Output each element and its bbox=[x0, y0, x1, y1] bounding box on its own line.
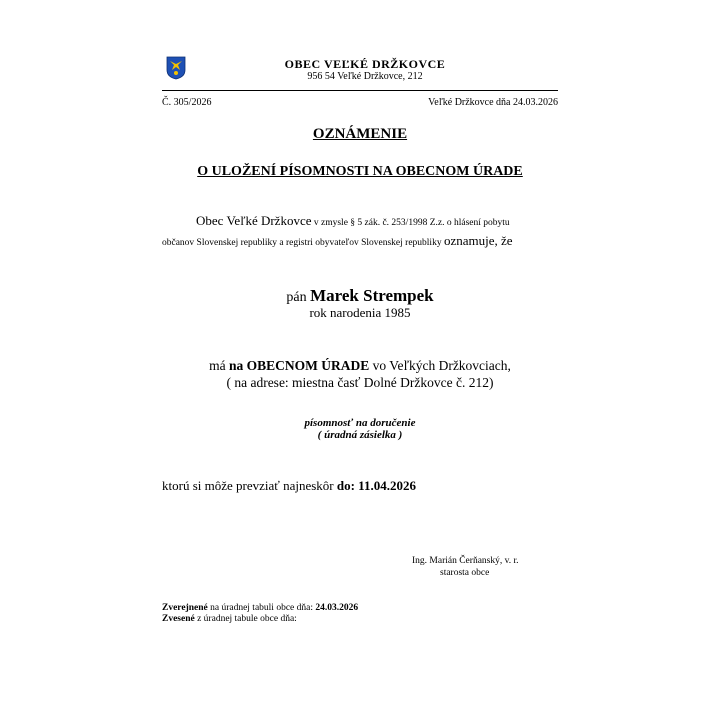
published-label: Zverejnené bbox=[162, 603, 208, 613]
recipient-line bbox=[0, 286, 720, 306]
intro-line-1 bbox=[196, 213, 510, 229]
intro-law-text-2: občanov Slovenskej republiky a registri obyvateľov Slovenskej republiky bbox=[162, 238, 444, 248]
intro-line-2 bbox=[162, 233, 513, 249]
location-line bbox=[0, 358, 720, 374]
published-line bbox=[162, 603, 358, 613]
reference-number: Č. 305/2026 bbox=[162, 97, 212, 108]
address-line: ( na adrese: miestna časť Dolné Držkovce č. 212) bbox=[226, 375, 494, 390]
published-text: na úradnej tabuli obce dňa: bbox=[207, 603, 316, 613]
removed-text: z úradnej tabule obce dňa: bbox=[194, 614, 297, 624]
pickup-deadline-line bbox=[162, 478, 416, 494]
item-description: písomnosť na doručenie bbox=[304, 417, 416, 429]
birth-year: rok narodenia 1985 bbox=[309, 305, 411, 320]
removed-label: Zvesené bbox=[162, 614, 195, 624]
location-suffix: vo Veľkých Držkovciach, bbox=[369, 358, 511, 373]
intro-municipality: Obec Veľké Držkovce bbox=[196, 213, 312, 228]
deadline-prefix: ktorú si môže prevziať najneskôr bbox=[162, 478, 337, 493]
announces-text: oznamuje, že bbox=[443, 233, 513, 248]
office-name: na OBECNOM ÚRADE bbox=[228, 358, 370, 373]
recipient-name: Marek Strempek bbox=[310, 286, 434, 305]
intro-law-text: v zmysle § 5 zák. č. 253/1998 Z.z. o hlásení pobytu bbox=[311, 218, 510, 228]
municipality-name: OBEC VEĽKÉ DRŽKOVCE bbox=[284, 57, 446, 71]
signatory-name: Ing. Marián Čerňanský, v. r. bbox=[412, 556, 519, 566]
removed-line bbox=[162, 614, 297, 624]
published-date: 24.03.2026 bbox=[315, 603, 359, 613]
signatory-role: starosta obce bbox=[440, 568, 490, 578]
has-prefix: má bbox=[209, 358, 229, 373]
header-divider bbox=[162, 90, 558, 91]
deadline-date: do: 11.04.2026 bbox=[336, 478, 416, 493]
document-subtitle: O ULOŽENÍ PÍSOMNOSTI NA OBECNOM ÚRADE bbox=[197, 164, 523, 179]
municipality-address: 956 54 Veľké Držkovce, 212 bbox=[307, 71, 423, 82]
item-type: ( úradná zásielka ) bbox=[317, 429, 403, 441]
place-and-date: Veľké Držkovce dňa 24.03.2026 bbox=[428, 97, 558, 108]
salutation: pán bbox=[286, 290, 311, 305]
document-title: OZNÁMENIE bbox=[312, 126, 408, 142]
